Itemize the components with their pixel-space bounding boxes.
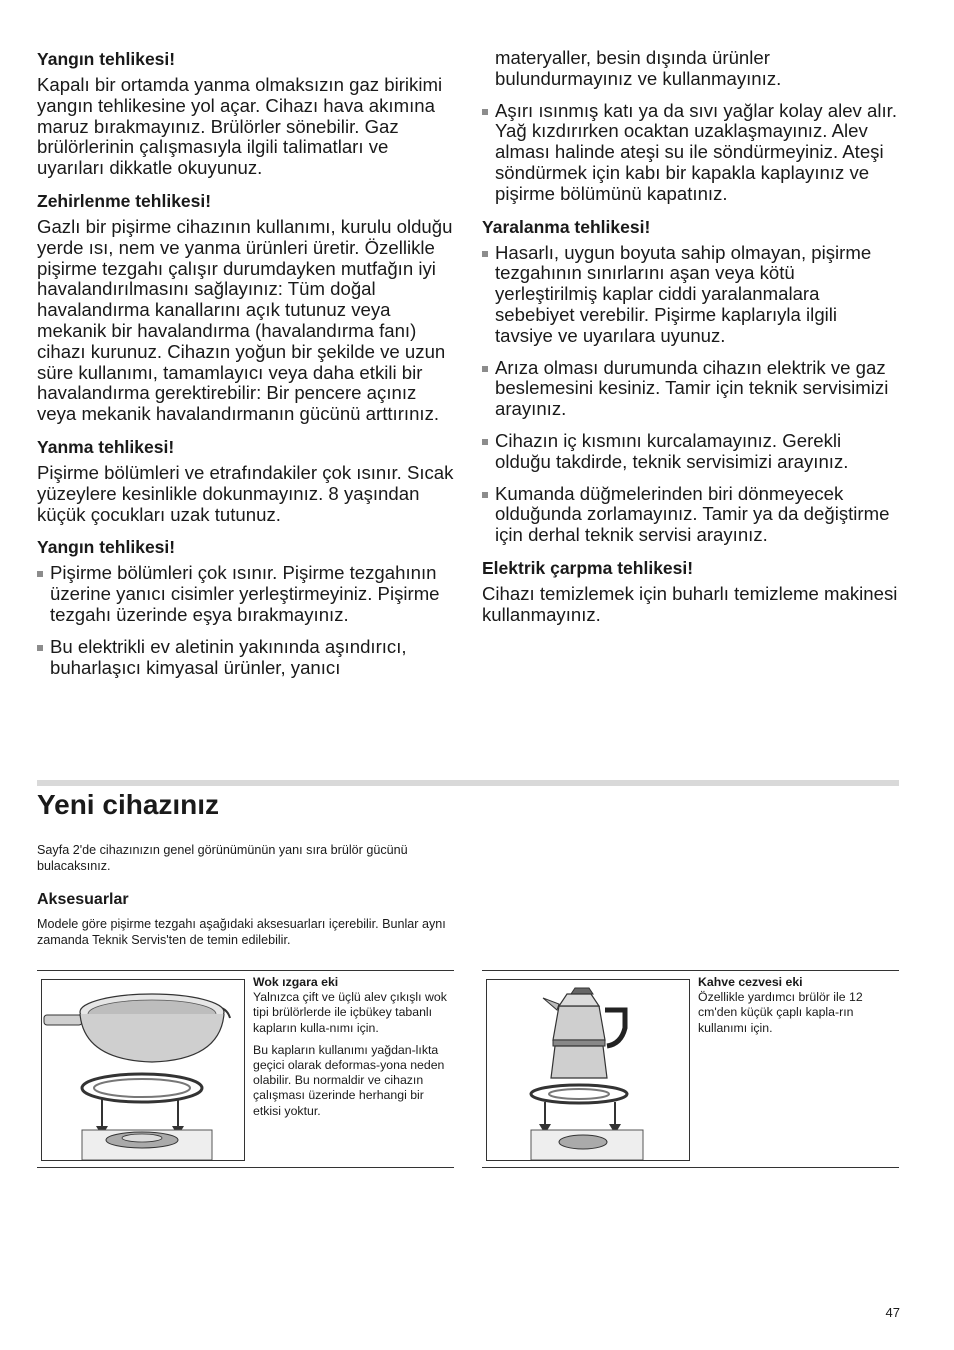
coffee-pot-illustration bbox=[486, 979, 690, 1161]
accessories-intro: Modele göre pişirme tezgahı aşağıdaki aksesuarları içerebilir. Bunlar aynı zamanda Teknik Servis'ten de temin edilebilir. bbox=[37, 917, 446, 947]
wok-ring-icon bbox=[42, 980, 244, 1160]
oil-hazard-list bbox=[482, 101, 900, 205]
wok-title: Wok ızgara eki bbox=[253, 975, 339, 989]
list-continuation: materyaller, besin dışında ürünler bulundurmayınız ve kullanmayınız. bbox=[495, 47, 782, 89]
list-item-text: Arıza olması durumunda cihazın elektrik ve gaz beslemesini kesiniz. Tamir için teknik servisimizi arayınız. bbox=[495, 356, 889, 420]
list-item-text: Aşırı ısınmış katı ya da sıvı yağlar kolay alev alır. Yağ kızdırırken ocaktan uzaklaşmayınız. Alev alması halinde ateşi su ile söndürmeyiniz. Ateşi söndürmek için kabı bir kapakla kaplayınız ve pişirme bölümünü kapatınız. bbox=[495, 99, 897, 204]
bullet-square-icon bbox=[482, 109, 488, 115]
list-item bbox=[37, 563, 455, 625]
list-item bbox=[482, 484, 900, 546]
list-item bbox=[482, 431, 900, 473]
wok-text-2: Bu kapların kullanımı yağdan-lıkta geçici olarak deformas-yona neden olabilir. Bu normaldir ve cihazın çalışması üzerinde herhangi bir etkisi yoktur. bbox=[253, 1042, 445, 1118]
heading-burn-hazard: Yanma tehlikesi! bbox=[37, 436, 175, 457]
list-item-text: Cihazın iç kısmını kurcalamayınız. Gerekli olduğu takdirde, teknik servisimizi arayınız. bbox=[495, 429, 849, 472]
coffee-pot-icon bbox=[487, 980, 689, 1160]
coffee-pot-description bbox=[698, 975, 896, 1043]
wok-text-1: Yalnızca çift ve üçlü alev çıkışlı wok tipi brülörlerde ile içbükey tabanlı kapların kulla-nımı için. bbox=[253, 990, 447, 1035]
paragraph-electric-shock-hazard: Cihazı temizlemek için buharlı temizleme makinesi kullanmayınız. bbox=[482, 582, 898, 625]
list-item-text: Pişirme bölümleri çok ısınır. Pişirme tezgahının üzerine yanıcı cisimler yerleştirmeyiniz. Pişirme tezgahı üzerinde eşya bırakmayınız. bbox=[50, 562, 440, 625]
accessory-wok bbox=[37, 970, 454, 1168]
paragraph-poisoning-hazard: Gazlı bir pişirme cihazının kullanımı, kurulu olduğu yerde ısı, nem ve yanma ürünleri üretir. Özellikle pişirme tezgahı çalışır durumdayken mutfağın iyi havalandırılmasını sağlayınız: Tüm doğal havalandırma kanallarını açık tutunuz veya mekanik bir havalandırma (havalandırma fanı) cihazı kurunuz. Cihazın yoğun bir şekilde ve uzun süre kullanımı, tamamlayıcı veya daha etkili bir havalandırma gerektirebilir: Bir pencere açınız veya mekanik havalandırmanın gücünü arttırınız. bbox=[37, 215, 453, 425]
bullet-square-icon bbox=[482, 492, 488, 498]
wok-description bbox=[253, 975, 451, 1126]
wok-illustration bbox=[41, 979, 245, 1161]
left-column bbox=[37, 48, 455, 689]
list-item-text: Kumanda düğmelerinden biri dönmeyecek olduğunda zorlamayınız. Tamir ya da değiştirme için derhal teknik servisi arayınız. bbox=[495, 482, 890, 546]
list-item bbox=[37, 637, 455, 679]
coffee-pot-title: Kahve cezvesi eki bbox=[698, 975, 803, 989]
bullet-square-icon bbox=[482, 366, 488, 372]
heading-fire-hazard-2: Yangın tehlikesi! bbox=[37, 537, 176, 558]
bullet-square-icon bbox=[482, 439, 488, 445]
accessory-coffee-pot bbox=[482, 970, 899, 1168]
coffee-pot-text-1: Özellikle yardımcı brülör ile 12 cm'den küçük çaplı kapla-rın kullanımı için. bbox=[698, 990, 863, 1035]
right-column bbox=[482, 48, 900, 637]
list-item bbox=[482, 101, 900, 205]
heading-poisoning-hazard: Zehirlenme tehlikesi! bbox=[37, 190, 212, 211]
list-item-text: Bu elektrikli ev aletinin yakınında aşındırıcı, buharlaşıcı kimyasal ürünler, yanıcı bbox=[50, 635, 407, 678]
list-item bbox=[482, 243, 900, 347]
paragraph-burn-hazard: Pişirme bölümleri ve etrafındakiler çok ısınır. Sıcak yüzeylere kesinlikle dokunmayınız. 8 yaşından küçük çocukları uzak tutunuz. bbox=[37, 461, 454, 525]
heading-accessories: Aksesuarlar bbox=[37, 891, 129, 908]
bullet-square-icon bbox=[37, 571, 43, 577]
section-intro: Sayfa 2'de cihazınızın genel görünümünün yanı sıra brülör gücünü bulacaksınız. bbox=[37, 843, 408, 873]
bullet-square-icon bbox=[482, 251, 488, 257]
heading-fire-hazard: Yangın tehlikesi! bbox=[37, 49, 176, 69]
fire-hazard-list bbox=[37, 563, 455, 678]
section-title: Yeni cihazınız bbox=[37, 789, 220, 820]
list-item bbox=[482, 358, 900, 420]
heading-injury-hazard: Yaralanma tehlikesi! bbox=[482, 216, 651, 237]
heading-electric-shock-hazard: Elektrik çarpma tehlikesi! bbox=[482, 557, 694, 578]
paragraph-fire-hazard: Kapalı bir ortamda yanma olmaksızın gaz birikimi yangın tehlikesine yol açar. Cihazı hava akımına maruz bırakmayınız. Brülörler sönebilir. Gaz brülörlerinin çalışmasıyla ilgili talimatları ve uyarıları dikkatle okuyunuz. bbox=[37, 74, 443, 179]
list-item-text: Hasarlı, uygun boyuta sahip olmayan, pişirme tezgahının sınırlarını aşan veya kötü yerleştirilmiş kaplar ciddi yaralanmalara sebebiyet verebilir. Pişirme kaplarıyla ilgili tavsiye ve uyarılara uyunuz. bbox=[495, 241, 872, 346]
injury-hazard-list bbox=[482, 243, 900, 546]
page-number: 47 bbox=[885, 1305, 900, 1320]
bullet-square-icon bbox=[37, 645, 43, 651]
